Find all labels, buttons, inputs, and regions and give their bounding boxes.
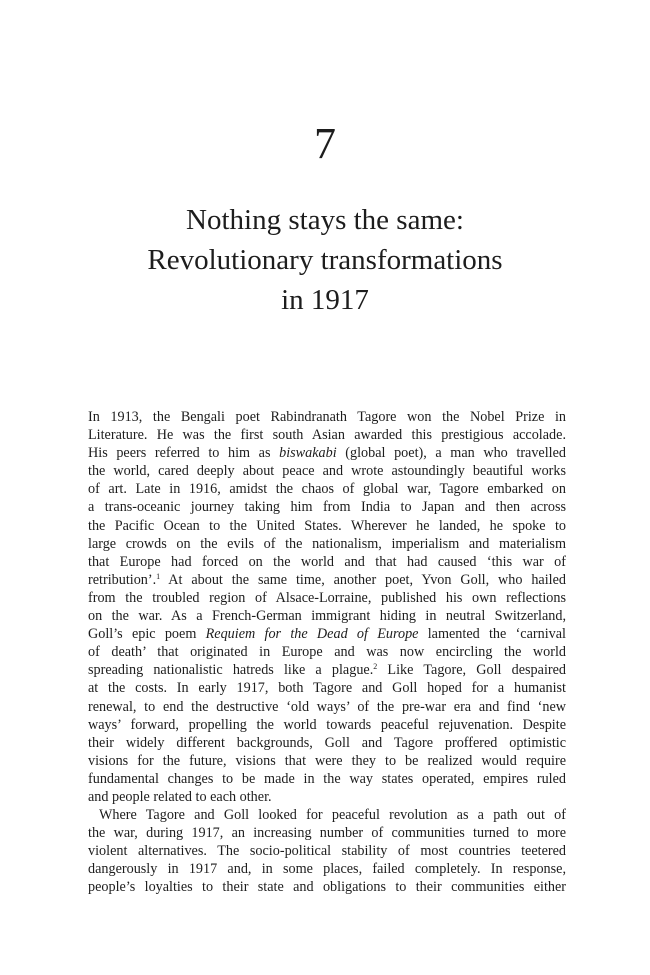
chapter-title-line: in 1917 (281, 284, 369, 316)
text-line: Where Tagore and Goll looked for peaceful revolution as a path out of (99, 807, 566, 824)
text-line: of art. Late in 1916, amidst the chaos of global war, Tagore embarked on (88, 481, 566, 498)
text-line: Literature. He was the first south Asian awarded this prestigious accolade. (88, 427, 566, 444)
text-line: of death’ that originated in Europe and was now encircling the world (88, 644, 566, 661)
text-segment: Goll’s epic poem (88, 626, 206, 643)
text-segment: His peers referred to him as (88, 445, 280, 462)
body-text (88, 408, 566, 897)
text-line (88, 571, 566, 589)
text-segment: spreading nationalistic hatreds like a plague. (88, 662, 374, 679)
text-line: In 1913, the Bengali poet Rabindranath Tagore won the Nobel Prize in (88, 409, 566, 425)
text-line (88, 625, 566, 643)
paragraph-1 (88, 408, 566, 806)
text-line: visions for the future, visions that were they to be realized would require (88, 752, 566, 769)
italic-title: Requiem for the Dead of Europe (205, 626, 419, 643)
footnote-ref: 2 (373, 662, 378, 672)
chapter-title (0, 200, 650, 320)
text-line: the Pacific Ocean to the United States. Wherever he landed, he spoke to (88, 517, 566, 534)
text-line: violent alternatives. The socio-political stability of most countries teetered (88, 843, 566, 860)
paragraph-2 (88, 806, 566, 896)
footnote-ref: 1 (156, 571, 161, 581)
text-line: ways’ forward, propelling the world towards peaceful rejuvenation. Despite (88, 716, 566, 733)
text-line: from the troubled region of Alsace-Lorraine, published his own reflections (88, 589, 566, 606)
text-line: the war, during 1917, an increasing number of communities turned to more (88, 825, 566, 842)
chapter-title-line: Revolutionary transformations (147, 244, 503, 276)
text-line: the world, cared deeply about peace and wrote astoundingly beautiful works (88, 463, 566, 480)
text-line: that Europe had forced on the world and that had caused ‘this war of (88, 553, 566, 570)
text-segment: At about the same time, another poet, Yvon Goll, who hailed (160, 571, 566, 588)
text-line: on the war. As a French-German immigrant hiding in neutral Switzerland, (88, 608, 566, 625)
text-segment: lamented the ‘carnival (418, 626, 566, 643)
text-line (88, 661, 566, 679)
text-line: people’s loyalties to their state and obligations to their communities either (88, 879, 566, 896)
text-line: renewal, to end the destructive ‘old ways’ of the pre-war era and find ‘new (88, 698, 566, 715)
text-line: large crowds on the evils of the nationalism, imperialism and materialism (88, 535, 566, 552)
text-segment: Like Tagore, Goll despaired (377, 662, 566, 679)
text-line: and people related to each other. (88, 788, 272, 805)
text-line: dangerously in 1917 and, in some places, failed completely. In response, (88, 861, 566, 878)
text-segment: (global poet), a man who travelled (336, 445, 566, 462)
text-line: fundamental changes to be made in the way states operated, empires ruled (88, 770, 566, 787)
text-line: their widely different backgrounds, Goll and Tagore proffered optimistic (88, 734, 566, 751)
chapter-title-line: Nothing stays the same: (186, 204, 464, 236)
chapter-number: 7 (314, 119, 336, 168)
text-segment: retribution’. (88, 571, 157, 588)
text-line: at the costs. In early 1917, both Tagore and Goll hoped for a humanist (88, 680, 566, 697)
italic-term: biswakabi (279, 445, 337, 462)
text-line: a trans-oceanic journey taking him from India to Japan and then across (88, 499, 566, 516)
text-line (88, 444, 566, 462)
